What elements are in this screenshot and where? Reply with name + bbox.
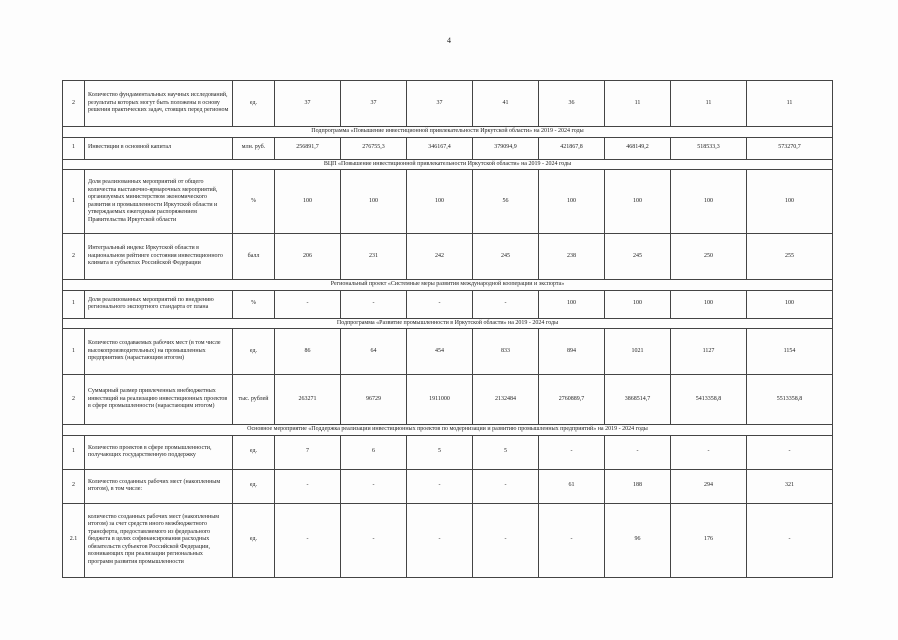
indicator-value: - <box>473 469 539 503</box>
indicator-value: - <box>671 435 747 469</box>
indicator-value: 1154 <box>747 329 833 375</box>
row-number: 1 <box>63 290 85 318</box>
indicator-value: 321 <box>747 469 833 503</box>
indicator-value: 100 <box>747 170 833 234</box>
indicator-name: Доля реализованных мероприятий от общего количества выставочно-ярмарочных мероприятий, организуемых министерством экономического развития и промышленности Иркутской области и утверждаемых ежегодным распоряжением Правительства Иркутской области <box>85 170 233 234</box>
row-number: 1 <box>63 329 85 375</box>
indicator-value: 6 <box>341 435 407 469</box>
indicator-value: 188 <box>605 469 671 503</box>
section-title: Подпрограмма «Развитие промышленности в Иркутской области» на 2019 - 2024 годы <box>63 318 833 329</box>
indicator-name: Интегральный индекс Иркутской области в национальном рейтинге состояния инвестиционного климата в субъектах Российской Федерации <box>85 234 233 280</box>
indicator-value: 250 <box>671 234 747 280</box>
indicator-name: Количество фундаментальных научных исследований, результаты которых могут быть положены в основу решения практических задач, стоящих перед регионом <box>85 81 233 127</box>
indicator-value: - <box>407 503 473 577</box>
indicator-value: 468149,2 <box>605 137 671 159</box>
indicator-value: 86 <box>275 329 341 375</box>
indicator-value: 231 <box>341 234 407 280</box>
unit-of-measure: ед. <box>233 329 275 375</box>
indicator-value: 36 <box>539 81 605 127</box>
indicator-value: - <box>539 435 605 469</box>
row-number: 2 <box>63 234 85 280</box>
indicator-value: - <box>473 290 539 318</box>
indicator-value: 255 <box>747 234 833 280</box>
indicator-value: 61 <box>539 469 605 503</box>
unit-of-measure: ед. <box>233 81 275 127</box>
indicator-value: - <box>341 503 407 577</box>
unit-of-measure: % <box>233 290 275 318</box>
indicator-value: 37 <box>407 81 473 127</box>
indicator-value: 3868514,7 <box>605 375 671 425</box>
indicators-table <box>62 80 833 578</box>
indicator-value: 100 <box>407 170 473 234</box>
indicator-value: 2132484 <box>473 375 539 425</box>
unit-of-measure: балл <box>233 234 275 280</box>
table-row <box>63 170 833 234</box>
indicator-value: - <box>747 435 833 469</box>
section-title: Региональный проект «Системные меры развития международной кооперации и экспорта» <box>63 280 833 291</box>
indicator-value: 100 <box>539 170 605 234</box>
table-row <box>63 375 833 425</box>
unit-of-measure: тыс. рублей <box>233 375 275 425</box>
section-header-row <box>63 127 833 138</box>
indicator-value: 421867,8 <box>539 137 605 159</box>
unit-of-measure: % <box>233 170 275 234</box>
indicator-value: 41 <box>473 81 539 127</box>
indicator-value: - <box>275 469 341 503</box>
indicator-name: Количество проектов в сфере промышленности, получающих государственную поддержку <box>85 435 233 469</box>
indicator-value: 276755,3 <box>341 137 407 159</box>
indicator-value: 238 <box>539 234 605 280</box>
indicator-value: 37 <box>275 81 341 127</box>
table-row <box>63 503 833 577</box>
indicator-value: 1911000 <box>407 375 473 425</box>
indicator-name: Доля реализованных мероприятий по внедрению регионального экспортного стандарта от плана <box>85 290 233 318</box>
indicator-value: 100 <box>539 290 605 318</box>
indicator-value: 245 <box>605 234 671 280</box>
indicator-value: - <box>275 290 341 318</box>
indicator-value: 100 <box>605 290 671 318</box>
indicator-value: 894 <box>539 329 605 375</box>
indicator-value: 5 <box>407 435 473 469</box>
indicator-value: - <box>747 503 833 577</box>
indicator-value: 245 <box>473 234 539 280</box>
indicator-value: 96729 <box>341 375 407 425</box>
indicator-value: - <box>473 503 539 577</box>
indicator-value: 1127 <box>671 329 747 375</box>
row-number: 1 <box>63 137 85 159</box>
indicator-value: 100 <box>341 170 407 234</box>
indicator-value: 7 <box>275 435 341 469</box>
table-row <box>63 290 833 318</box>
table-row <box>63 137 833 159</box>
indicator-value: - <box>275 503 341 577</box>
indicator-value: 176 <box>671 503 747 577</box>
indicator-value: 379094,9 <box>473 137 539 159</box>
section-header-row <box>63 280 833 291</box>
row-number: 1 <box>63 435 85 469</box>
indicator-value: 100 <box>275 170 341 234</box>
indicator-name: количество созданных рабочих мест (накопленным итогом) за счет средств иного межбюджетного трансферта, предоставляемого из федерального бюджета в целях софинансирования расходных обязательств субъектов Российской Федерации, возникающих при реализации региональных программ развития промышленности <box>85 503 233 577</box>
indicator-value: 100 <box>671 170 747 234</box>
indicator-name: Инвестиции в основной капитал <box>85 137 233 159</box>
indicator-value: - <box>407 469 473 503</box>
indicator-value: 263271 <box>275 375 341 425</box>
indicator-value: 11 <box>671 81 747 127</box>
row-number: 2 <box>63 375 85 425</box>
indicator-value: 206 <box>275 234 341 280</box>
indicator-value: 5513358,8 <box>747 375 833 425</box>
table-row <box>63 234 833 280</box>
indicator-value: - <box>605 435 671 469</box>
indicator-name: Количество созданных рабочих мест (накопленным итогом), в том числе: <box>85 469 233 503</box>
section-title: Подпрограмма «Повышение инвестиционной привлекательности Иркутской области» на 2019 - 2024 годы <box>63 127 833 138</box>
indicator-value: 37 <box>341 81 407 127</box>
indicator-value: 5413358,8 <box>671 375 747 425</box>
unit-of-measure: ед. <box>233 503 275 577</box>
indicator-value: - <box>341 469 407 503</box>
indicator-name: Суммарный размер привлеченных внебюджетных инвестиций на реализацию инвестиционных проектов в сфере промышленности (нарастающим итогом) <box>85 375 233 425</box>
indicator-value: 96 <box>605 503 671 577</box>
page-number: 4 <box>447 36 451 45</box>
section-header-row <box>63 425 833 436</box>
indicator-value: - <box>341 290 407 318</box>
unit-of-measure: ед. <box>233 435 275 469</box>
indicator-value: - <box>407 290 473 318</box>
indicator-value: 256891,7 <box>275 137 341 159</box>
indicator-value: 64 <box>341 329 407 375</box>
indicator-value: - <box>539 503 605 577</box>
indicator-value: 100 <box>747 290 833 318</box>
indicator-value: 5 <box>473 435 539 469</box>
indicator-value: 56 <box>473 170 539 234</box>
indicator-value: 242 <box>407 234 473 280</box>
section-header-row <box>63 318 833 329</box>
unit-of-measure: ед. <box>233 469 275 503</box>
row-number: 1 <box>63 170 85 234</box>
indicator-value: 573270,7 <box>747 137 833 159</box>
row-number: 2 <box>63 81 85 127</box>
indicator-value: 833 <box>473 329 539 375</box>
section-title: ВЦП «Повышение инвестиционной привлекательности Иркутской области» на 2019 - 2024 годы <box>63 159 833 170</box>
unit-of-measure: млн. руб. <box>233 137 275 159</box>
table-row <box>63 81 833 127</box>
indicator-value: 518533,3 <box>671 137 747 159</box>
indicator-value: 2760889,7 <box>539 375 605 425</box>
indicator-value: 294 <box>671 469 747 503</box>
indicator-value: 100 <box>605 170 671 234</box>
section-header-row <box>63 159 833 170</box>
table-row <box>63 435 833 469</box>
row-number: 2.1 <box>63 503 85 577</box>
indicator-value: 11 <box>605 81 671 127</box>
table-row <box>63 329 833 375</box>
indicator-value: 11 <box>747 81 833 127</box>
row-number: 2 <box>63 469 85 503</box>
indicator-value: 346167,4 <box>407 137 473 159</box>
table-row <box>63 469 833 503</box>
indicator-value: 1021 <box>605 329 671 375</box>
section-title: Основное мероприятие «Поддержка реализации инвестиционных проектов по модернизации и развитию промышленных предприятий» на 2019 - 2024 годы <box>63 425 833 436</box>
indicator-value: 454 <box>407 329 473 375</box>
indicator-name: Количество создаваемых рабочих мест (в том числе высокопроизводительных) на промышленных предприятиях (нарастающим итогом) <box>85 329 233 375</box>
indicator-value: 100 <box>671 290 747 318</box>
